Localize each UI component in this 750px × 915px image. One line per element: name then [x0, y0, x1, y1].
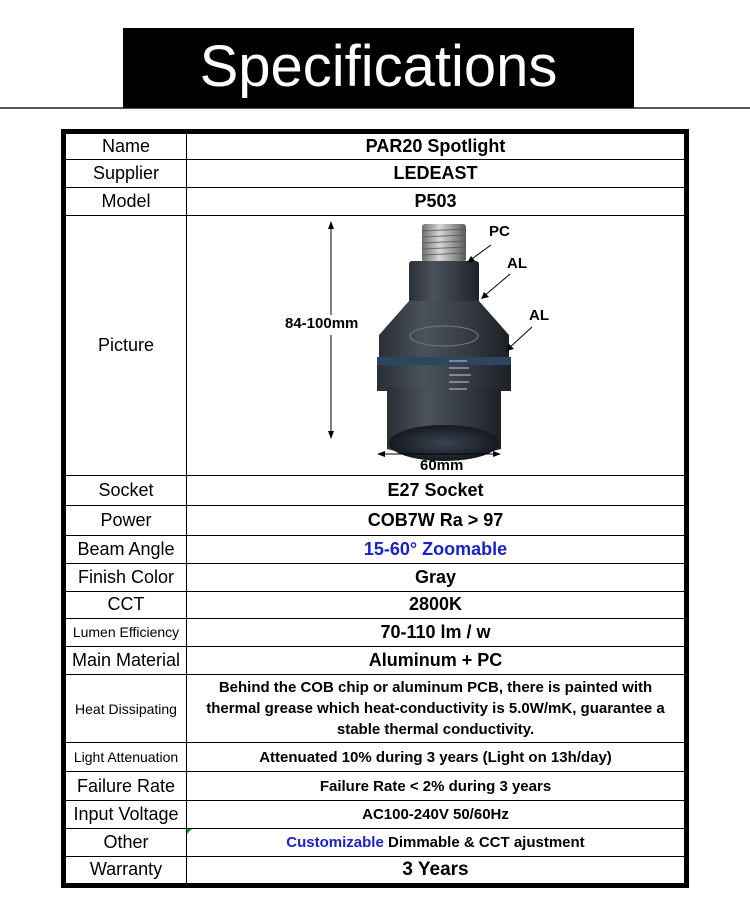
- table-row: [64, 647, 687, 675]
- row-value-power: COB7W Ra > 97: [187, 506, 687, 535]
- table-row: [64, 675, 687, 743]
- table-row: [64, 216, 687, 476]
- table-row: [64, 618, 687, 646]
- cell-comment-marker: [187, 829, 192, 834]
- row-label-socket: Socket: [64, 476, 187, 506]
- row-value-main-material: Aluminum + PC: [187, 647, 687, 675]
- row-value-finish-color: Gray: [187, 563, 687, 591]
- header-banner: [123, 28, 634, 108]
- row-value-beam-angle: 15-60° Zoomable: [187, 535, 687, 563]
- width-dimension-label: 60mm: [420, 456, 464, 474]
- row-label-power: Power: [64, 506, 187, 535]
- row-label-name: Name: [64, 132, 187, 160]
- callout-al-lower: AL: [529, 306, 549, 324]
- product-picture: [187, 217, 687, 475]
- row-value-other: [187, 828, 687, 856]
- spotlight-product-image: [187, 217, 687, 475]
- table-row: [64, 743, 687, 772]
- row-value-lumen-efficiency: 70-110 lm / w: [187, 618, 687, 646]
- row-label-cct: CCT: [64, 591, 187, 618]
- height-dimension-label: 84-100mm: [285, 314, 359, 332]
- specifications-table: [61, 129, 689, 888]
- table-row: [64, 828, 687, 856]
- row-label-input-voltage: Input Voltage: [64, 800, 187, 828]
- row-label-failure-rate: Failure Rate: [64, 772, 187, 800]
- row-value-supplier: LEDEAST: [187, 160, 687, 188]
- row-label-heat-dissipating: Heat Dissipating: [64, 675, 187, 743]
- row-label-light-attenuation: Light Attenuation: [64, 743, 187, 772]
- row-label-finish-color: Finish Color: [64, 563, 187, 591]
- row-value-input-voltage: AC100-240V 50/60Hz: [187, 800, 687, 828]
- customizable-highlight: Customizable: [286, 833, 384, 851]
- row-label-picture: Picture: [64, 216, 187, 476]
- callout-al-upper: AL: [507, 254, 527, 272]
- table-row: [64, 772, 687, 800]
- row-value-heat-dissipating: Behind the COB chip or aluminum PCB, there is painted with thermal grease which heat-conductivity is 5.0W/mK, guarantee a stable thermal conductivity.: [187, 675, 687, 743]
- row-value-name: PAR20 Spotlight: [187, 132, 687, 160]
- table-row: [64, 160, 687, 188]
- product-picture-cell: [187, 216, 687, 476]
- table-row: [64, 535, 687, 563]
- page-title: Specifications: [199, 33, 558, 99]
- row-label-main-material: Main Material: [64, 647, 187, 675]
- table-row: [64, 563, 687, 591]
- row-label-other: Other: [64, 828, 187, 856]
- row-label-model: Model: [64, 188, 187, 216]
- callout-pc: PC: [489, 222, 510, 240]
- table-row: [64, 476, 687, 506]
- row-value-socket: E27 Socket: [187, 476, 687, 506]
- row-value-cct: 2800K: [187, 591, 687, 618]
- other-value-text: Dimmable & CCT ajustment: [383, 833, 585, 851]
- row-value-light-attenuation: Attenuated 10% during 3 years (Light on 13h/day): [187, 743, 687, 772]
- table-row: [64, 132, 687, 160]
- table-row: [64, 856, 687, 885]
- row-label-beam-angle: Beam Angle: [64, 535, 187, 563]
- row-value-model: P503: [187, 188, 687, 216]
- table-row: [64, 188, 687, 216]
- table-row: [64, 800, 687, 828]
- row-label-warranty: Warranty: [64, 856, 187, 885]
- row-label-supplier: Supplier: [64, 160, 187, 188]
- row-label-lumen-efficiency: Lumen Efficiency: [64, 618, 187, 646]
- table-row: [64, 506, 687, 535]
- table-row: [64, 591, 687, 618]
- row-value-warranty: 3 Years: [187, 856, 687, 885]
- row-value-failure-rate: Failure Rate < 2% during 3 years: [187, 772, 687, 800]
